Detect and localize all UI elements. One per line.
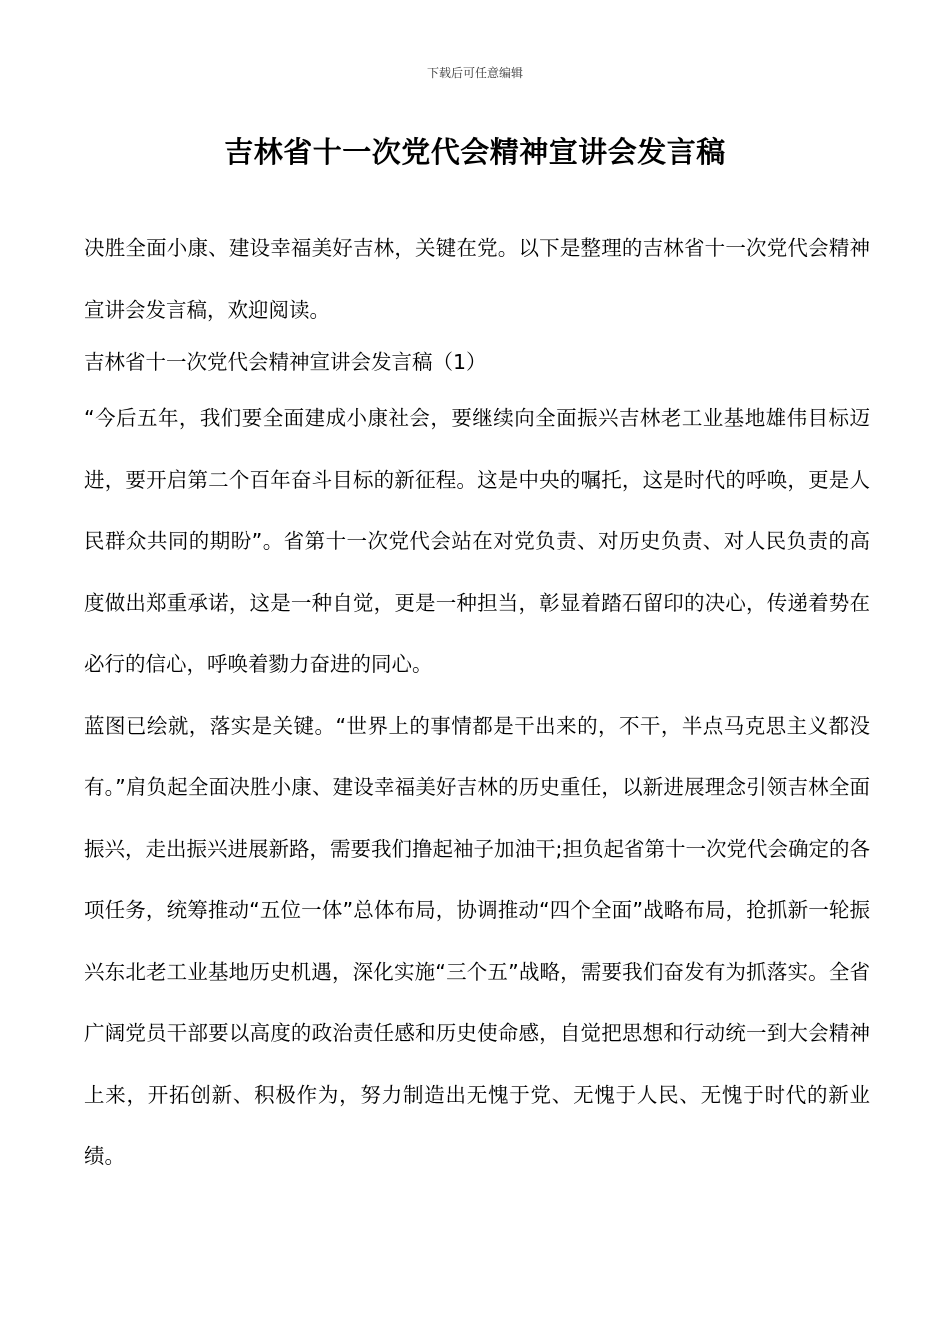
body-paragraph-1: “今后五年，我们要全面建成小康社会，要继续向全面振兴吉林老工业基地雄伟目标迈进，要开启第二个百年奋斗目标的新征程。这是中央的嘱托，这是时代的呼唤，更是人民群众共同的期盼”。省第十一次党代会站在对党负责、对历史负责、对人民负责的高度做出郑重承诺，这是一种自觉，更是一种担当，彰显着踏石留印的决心，传递着势在必行的信心，呼唤着勠力奋进的同心。 — [84, 406, 870, 676]
section-heading: 吉林省十一次党代会精神宣讲会发言稿（1） — [84, 350, 487, 374]
document-body — [84, 218, 870, 1188]
download-note: 下载后可任意编辑 — [426, 66, 523, 80]
body-paragraph-2: 蓝图已绘就，落实是关键。“世界上的事情都是干出来的，不干，半点马克思主义都没有。”肩负起全面决胜小康、建设幸福美好吉林的历史重任，以新进展理念引领吉林全面振兴，走出振兴进展新路，需要我们撸起袖子加油干;担负起省第十一次党代会确定的各项任务，统筹推动“五位一体”总体布局，协调推动“四个全面”战略布局，抢抓新一轮振兴东北老工业基地历史机遇，深化实施“三个五”战略，需要我们奋发有为抓落实。全省广阔党员干部要以高度的政治责任感和历史使命感，自觉把思想和行动统一到大会精神上来，开拓创新、积极作为，努力制造出无愧于党、无愧于人民、无愧于时代的新业绩。 — [84, 713, 870, 1168]
intro-paragraph: 决胜全面小康、建设幸福美好吉林，关键在党。以下是整理的吉林省十一次党代会精神宣讲会发言稿，欢迎阅读。 — [84, 236, 870, 322]
document-title: 吉林省十一次党代会精神宣讲会发言稿 — [224, 135, 726, 169]
